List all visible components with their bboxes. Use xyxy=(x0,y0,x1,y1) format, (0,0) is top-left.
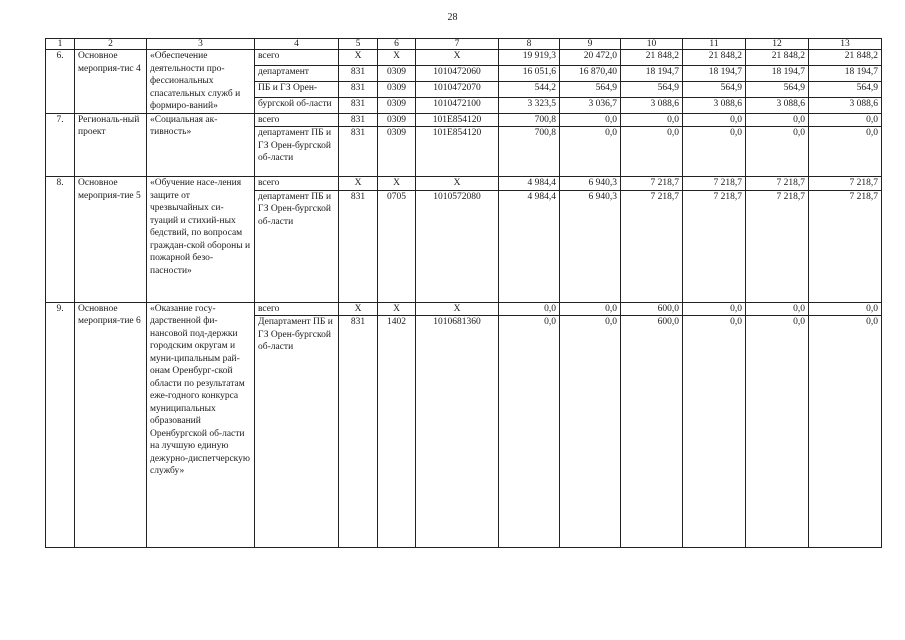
grbs-code: 831 xyxy=(339,190,378,302)
event-type: Основное мероприя-тие 6 xyxy=(75,302,147,548)
amount-col-8: 16 051,6 xyxy=(499,65,560,81)
target-article: Х xyxy=(416,177,499,191)
column-number: 3 xyxy=(147,39,255,50)
amount-col-11: 0,0 xyxy=(683,316,746,548)
amount-col-8: 0,0 xyxy=(499,302,560,316)
amount-col-11: 7 218,7 xyxy=(683,190,746,302)
amount-col-13: 0,0 xyxy=(809,127,882,177)
amount-col-12: 7 218,7 xyxy=(746,177,809,191)
amount-col-12: 7 218,7 xyxy=(746,190,809,302)
amount-col-8: 700,8 xyxy=(499,113,560,127)
row-number: 6. xyxy=(46,50,75,114)
amount-col-8: 4 984,4 xyxy=(499,190,560,302)
column-number: 13 xyxy=(809,39,882,50)
column-number-row xyxy=(46,39,882,50)
target-article: 1010681360 xyxy=(416,316,499,548)
amount-col-11: 3 088,6 xyxy=(683,97,746,113)
amount-col-13: 0,0 xyxy=(809,316,882,548)
amount-col-8: 3 323,5 xyxy=(499,97,560,113)
table-row xyxy=(46,50,882,66)
executor: всего xyxy=(255,177,339,191)
section-code: Х xyxy=(378,177,416,191)
amount-col-10: 564,9 xyxy=(621,81,683,97)
grbs-code: 831 xyxy=(339,97,378,113)
amount-col-8: 4 984,4 xyxy=(499,177,560,191)
column-number: 12 xyxy=(746,39,809,50)
amount-col-9: 564,9 xyxy=(560,81,621,97)
row-number: 8. xyxy=(46,177,75,303)
amount-col-13: 21 848,2 xyxy=(809,50,882,66)
target-article: 101E854120 xyxy=(416,113,499,127)
page-number: 28 xyxy=(447,12,458,23)
executor: Департамент ПБ и ГЗ Орен-бургской об-ласти xyxy=(255,316,339,548)
amount-col-12: 0,0 xyxy=(746,316,809,548)
event-type: Основное мероприя-тие 5 xyxy=(75,177,147,303)
amount-col-10: 7 218,7 xyxy=(621,177,683,191)
amount-col-13: 3 088,6 xyxy=(809,97,882,113)
grbs-code: Х xyxy=(339,177,378,191)
amount-col-10: 7 218,7 xyxy=(621,190,683,302)
amount-col-10: 3 088,6 xyxy=(621,97,683,113)
section-code: 1402 xyxy=(378,316,416,548)
section-code: 0309 xyxy=(378,65,416,81)
executor: всего xyxy=(255,113,339,127)
executor: всего xyxy=(255,302,339,316)
executor: бургской об-ласти xyxy=(255,97,339,113)
amount-col-11: 21 848,2 xyxy=(683,50,746,66)
amount-col-13: 0,0 xyxy=(809,302,882,316)
amount-col-8: 0,0 xyxy=(499,316,560,548)
amount-col-10: 21 848,2 xyxy=(621,50,683,66)
amount-col-9: 0,0 xyxy=(560,127,621,177)
amount-col-8: 544,2 xyxy=(499,81,560,97)
column-number: 5 xyxy=(339,39,378,50)
section-code: 0705 xyxy=(378,190,416,302)
grbs-code: 831 xyxy=(339,81,378,97)
amount-col-10: 600,0 xyxy=(621,302,683,316)
amount-col-11: 18 194,7 xyxy=(683,65,746,81)
amount-col-13: 18 194,7 xyxy=(809,65,882,81)
amount-col-10: 0,0 xyxy=(621,113,683,127)
section-code: 0309 xyxy=(378,127,416,177)
amount-col-9: 20 472,0 xyxy=(560,50,621,66)
target-article: 1010472100 xyxy=(416,97,499,113)
grbs-code: Х xyxy=(339,50,378,66)
amount-col-11: 0,0 xyxy=(683,127,746,177)
amount-col-12: 18 194,7 xyxy=(746,65,809,81)
column-number: 1 xyxy=(46,39,75,50)
column-number: 7 xyxy=(416,39,499,50)
target-article: 1010472060 xyxy=(416,65,499,81)
amount-col-12: 564,9 xyxy=(746,81,809,97)
section-code: 0309 xyxy=(378,97,416,113)
program-table xyxy=(45,38,882,548)
event-name: «Обеспечение деятельности про-фессиональных спасательных служб и формиро-ваний» xyxy=(147,50,255,114)
amount-col-11: 0,0 xyxy=(683,113,746,127)
executor: департамент xyxy=(255,65,339,81)
executor: ПБ и ГЗ Орен- xyxy=(255,81,339,97)
event-name: «Социальная ак-тивность» xyxy=(147,113,255,177)
grbs-code: 831 xyxy=(339,113,378,127)
amount-col-9: 6 940,3 xyxy=(560,177,621,191)
grbs-code: 831 xyxy=(339,65,378,81)
amount-col-10: 600,0 xyxy=(621,316,683,548)
section-code: Х xyxy=(378,50,416,66)
amount-col-12: 0,0 xyxy=(746,127,809,177)
amount-col-9: 6 940,3 xyxy=(560,190,621,302)
target-article: 1010572080 xyxy=(416,190,499,302)
amount-col-12: 21 848,2 xyxy=(746,50,809,66)
section-code: Х xyxy=(378,302,416,316)
amount-col-9: 0,0 xyxy=(560,302,621,316)
grbs-code: 831 xyxy=(339,127,378,177)
amount-col-11: 7 218,7 xyxy=(683,177,746,191)
amount-col-10: 18 194,7 xyxy=(621,65,683,81)
amount-col-9: 16 870,40 xyxy=(560,65,621,81)
amount-col-9: 0,0 xyxy=(560,316,621,548)
amount-col-12: 0,0 xyxy=(746,302,809,316)
column-number: 2 xyxy=(75,39,147,50)
section-code: 0309 xyxy=(378,113,416,127)
amount-col-12: 0,0 xyxy=(746,113,809,127)
table-row xyxy=(46,302,882,316)
amount-col-9: 3 036,7 xyxy=(560,97,621,113)
amount-col-8: 19 919,3 xyxy=(499,50,560,66)
amount-col-11: 564,9 xyxy=(683,81,746,97)
amount-col-13: 7 218,7 xyxy=(809,190,882,302)
target-article: 1010472070 xyxy=(416,81,499,97)
table-row xyxy=(46,113,882,127)
executor: всего xyxy=(255,50,339,66)
column-number: 11 xyxy=(683,39,746,50)
executor: департамент ПБ и ГЗ Орен-бургской об-ласти xyxy=(255,127,339,177)
table-row xyxy=(46,177,882,191)
grbs-code: 831 xyxy=(339,316,378,548)
column-number: 6 xyxy=(378,39,416,50)
column-number: 8 xyxy=(499,39,560,50)
event-type: Основное мероприя-тис 4 xyxy=(75,50,147,114)
grbs-code: Х xyxy=(339,302,378,316)
column-number: 10 xyxy=(621,39,683,50)
event-name: «Обучение насе-ления защите от чрезвычайных си-туаций и стихий-ных бедствий, по вопросам граждан-ской обороны и пожарной безо-пасности» xyxy=(147,177,255,303)
column-number: 9 xyxy=(560,39,621,50)
amount-col-8: 700,8 xyxy=(499,127,560,177)
amount-col-10: 0,0 xyxy=(621,127,683,177)
column-number: 4 xyxy=(255,39,339,50)
target-article: Х xyxy=(416,50,499,66)
amount-col-13: 0,0 xyxy=(809,113,882,127)
executor: департамент ПБ и ГЗ Орен-бургской об-ласти xyxy=(255,190,339,302)
amount-col-11: 0,0 xyxy=(683,302,746,316)
amount-col-13: 7 218,7 xyxy=(809,177,882,191)
target-article: 101E854120 xyxy=(416,127,499,177)
target-article: Х xyxy=(416,302,499,316)
row-number: 9. xyxy=(46,302,75,548)
row-number: 7. xyxy=(46,113,75,177)
event-type: Региональ-ный проект xyxy=(75,113,147,177)
amount-col-13: 564,9 xyxy=(809,81,882,97)
amount-col-9: 0,0 xyxy=(560,113,621,127)
amount-col-12: 3 088,6 xyxy=(746,97,809,113)
section-code: 0309 xyxy=(378,81,416,97)
event-name: «Оказание госу-дарственной фи-нансовой под-держки городским округам и муни-ципальным рай-онам Оренбург-ской области по результатам еже-годного конкурса муниципальных образований Оренбургской об-ласти на лучшую единую дежурно-диспетчерскую службу» xyxy=(147,302,255,548)
